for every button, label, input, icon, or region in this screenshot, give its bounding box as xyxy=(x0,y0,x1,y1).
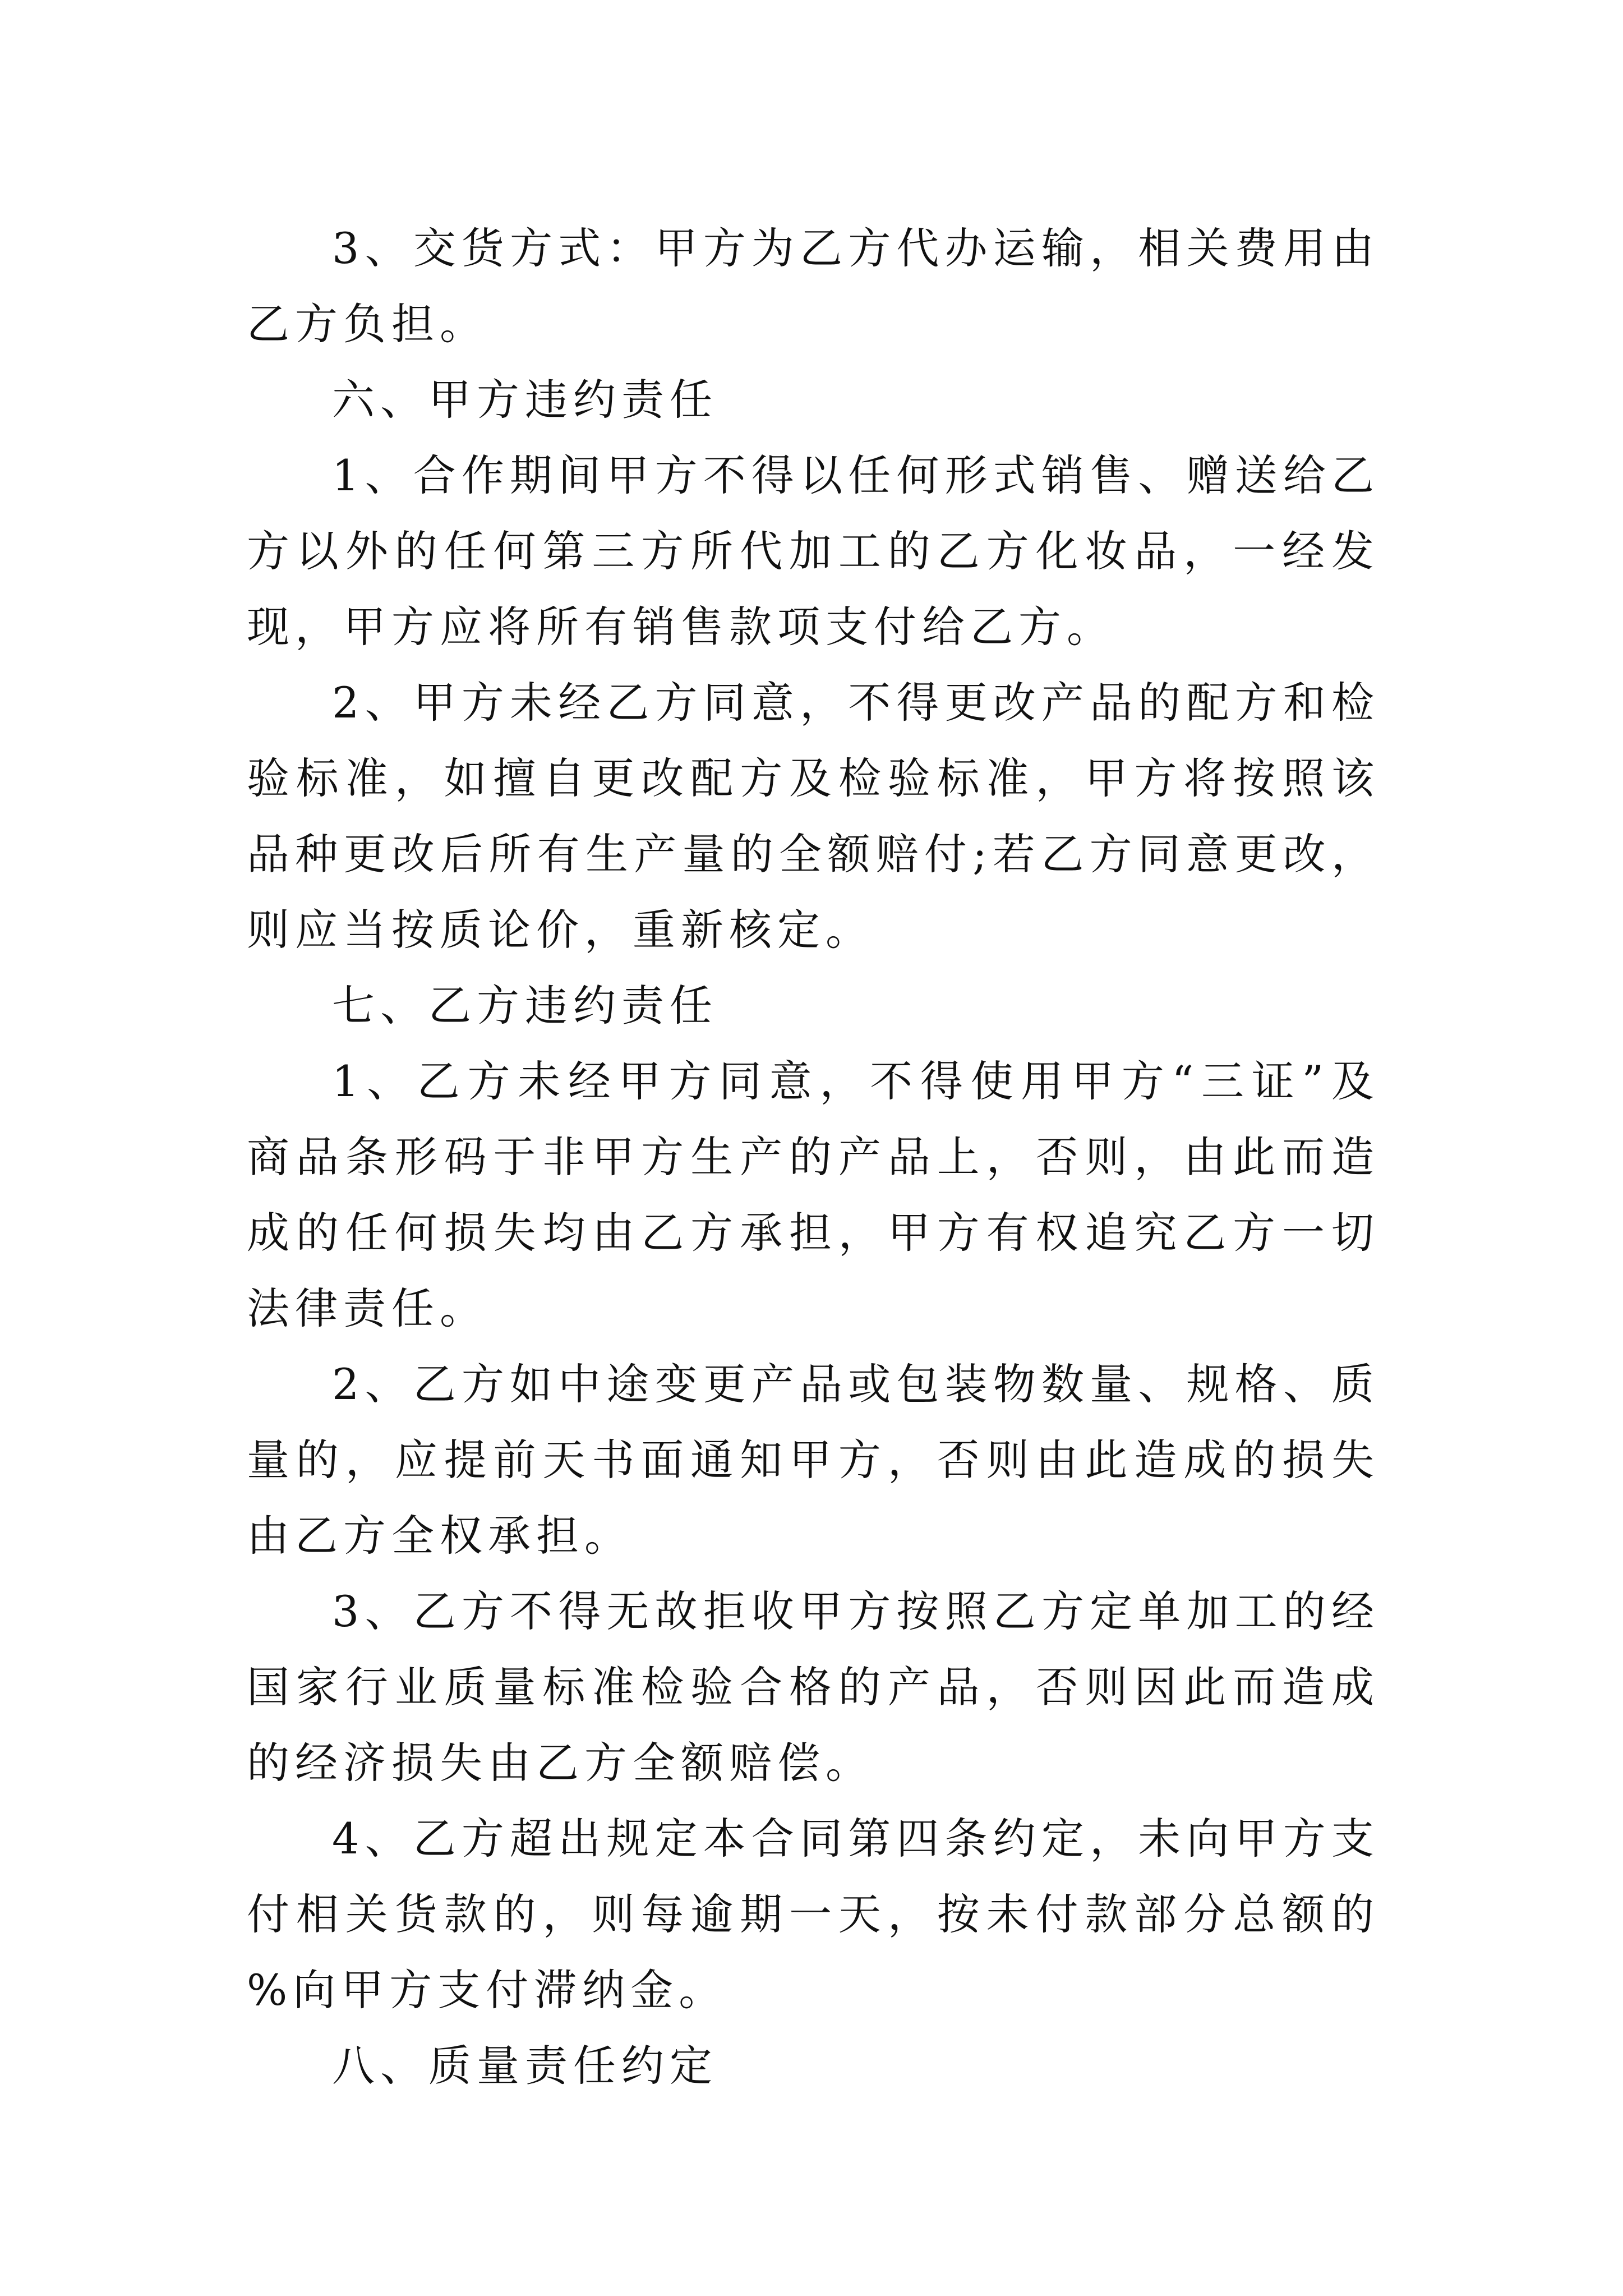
section-heading-6: 六、甲方违约责任 xyxy=(332,375,718,425)
document-body xyxy=(247,210,1380,2104)
clause-7-3: 3、乙方不得无故拒收甲方按照乙方定单加工的经国家行业质量标准检验合格的产品，否则因此而造成的经济损失由乙方全额赔偿。 xyxy=(247,1586,1380,1788)
section-heading-8: 八、质量责任约定 xyxy=(332,2041,718,2091)
clause-7-1: 1、乙方未经甲方同意，不得使用甲方“三证”及商品条形码于非甲方生产的产品上，否则，由此而造成的任何损失均由乙方承担，甲方有权追究乙方一切法律责任。 xyxy=(247,1056,1380,1333)
clause-6-2: 2、甲方未经乙方同意，不得更改产品的配方和检验标准，如擅自更改配方及检验标准，甲方将按照该品种更改后所有生产量的全额赔付;若乙方同意更改，则应当按质论价，重新核定。 xyxy=(247,678,1380,955)
clause-7-4: 4、乙方超出规定本合同第四条约定，未向甲方支付相关货款的，则每逾期一天，按未付款部分总额的 %向甲方支付滞纳金。 xyxy=(247,1814,1380,2015)
clause-6-1: 1、合作期间甲方不得以任何形式销售、赠送给乙方以外的任何第三方所代加工的乙方化妆品，一经发现，甲方应将所有销售款项支付给乙方。 xyxy=(247,450,1380,652)
section-heading-7: 七、乙方违约责任 xyxy=(332,981,718,1030)
clause-7-2: 2、乙方如中途变更产品或包装物数量、规格、质量的，应提前天书面通知甲方，否则由此造成的损失由乙方全权承担。 xyxy=(247,1359,1380,1561)
clause-5-3-delivery: 3、交货方式：甲方为乙方代办运输，相关费用由乙方负担。 xyxy=(247,223,1380,349)
